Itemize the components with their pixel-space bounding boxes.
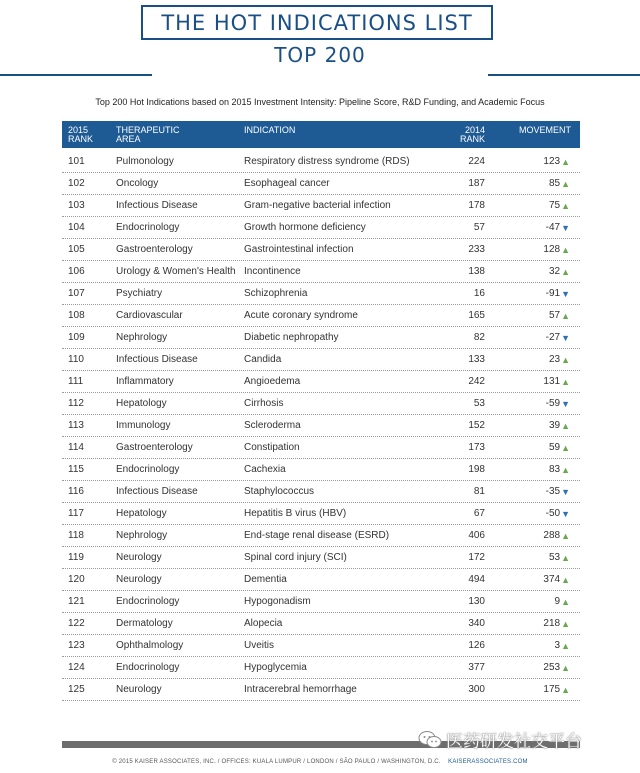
table-row — [62, 569, 580, 591]
movement-cell — [549, 200, 570, 211]
indication-cell: Cachexia — [244, 464, 286, 475]
wechat-icon — [418, 730, 442, 750]
arrow-up-icon: ▲ — [561, 530, 570, 541]
rank-2014-cell: 172 — [468, 552, 485, 563]
movement-value: 39 — [548, 420, 561, 431]
rank-2014-cell: 57 — [473, 222, 485, 233]
rank-2015-cell: 101 — [68, 156, 85, 167]
col-rank-2014: 2014 RANK — [459, 125, 485, 144]
indication-cell: Candida — [244, 354, 282, 365]
table-row — [62, 547, 580, 569]
arrow-down-icon: ▼ — [561, 222, 570, 233]
movement-value: 59 — [548, 442, 561, 453]
movement-cell — [543, 618, 570, 629]
rank-2015-cell: 121 — [68, 596, 85, 607]
rank-2015-cell: 105 — [68, 244, 85, 255]
indication-cell: Diabetic nephropathy — [244, 332, 339, 343]
movement-value: 9 — [554, 596, 561, 607]
arrow-down-icon: ▼ — [561, 288, 570, 299]
rank-2014-cell: 165 — [468, 310, 485, 321]
movement-cell — [549, 464, 570, 475]
arrow-up-icon: ▲ — [561, 310, 570, 321]
indication-cell: Acute coronary syndrome — [244, 310, 358, 321]
table-row — [62, 503, 580, 525]
movement-cell — [546, 222, 570, 233]
table-row — [62, 261, 580, 283]
movement-value: 218 — [543, 618, 561, 629]
rank-2015-cell: 107 — [68, 288, 85, 299]
table-row — [62, 327, 580, 349]
rank-2015-cell: 125 — [68, 684, 85, 695]
col-therapeutic-area: THERAPEUTIC AREA — [116, 125, 180, 144]
table-row — [62, 459, 580, 481]
table-header — [62, 121, 580, 148]
movement-value: 128 — [543, 244, 561, 255]
table-row — [62, 305, 580, 327]
footer-text — [0, 759, 640, 765]
arrow-up-icon: ▲ — [561, 640, 570, 651]
rank-2014-cell: 53 — [473, 398, 485, 409]
footer-link[interactable]: KAISERASSOCIATES.COM — [448, 759, 528, 765]
table-row — [62, 613, 580, 635]
rank-2015-cell: 124 — [68, 662, 85, 673]
movement-cell — [546, 486, 570, 497]
arrow-down-icon: ▼ — [561, 486, 570, 497]
movement-value: -27 — [545, 332, 561, 343]
therapeutic-area-cell: Cardiovascular — [116, 310, 183, 321]
arrow-up-icon: ▲ — [561, 156, 570, 167]
table-row — [62, 195, 580, 217]
arrow-up-icon: ▲ — [561, 662, 570, 673]
table-row — [62, 525, 580, 547]
therapeutic-area-cell: Psychiatry — [116, 288, 163, 299]
table-row — [62, 437, 580, 459]
rank-2015-cell: 106 — [68, 266, 85, 277]
movement-cell — [555, 640, 570, 651]
indication-cell: Respiratory distress syndrome (RDS) — [244, 156, 410, 167]
arrow-down-icon: ▼ — [561, 508, 570, 519]
table-row — [62, 173, 580, 195]
table-row — [62, 349, 580, 371]
movement-value: 175 — [543, 684, 561, 695]
movement-cell — [549, 442, 570, 453]
rank-2014-cell: 67 — [473, 508, 485, 519]
indication-cell: Hepatitis B virus (HBV) — [244, 508, 347, 519]
movement-cell — [543, 156, 570, 167]
table-row — [62, 415, 580, 437]
therapeutic-area-cell: Immunology — [116, 420, 171, 431]
arrow-up-icon: ▲ — [561, 266, 570, 277]
rank-2015-cell: 119 — [68, 552, 84, 563]
table-row — [62, 217, 580, 239]
movement-cell — [549, 420, 570, 431]
rank-2014-cell: 81 — [473, 486, 485, 497]
movement-value: 75 — [548, 200, 561, 211]
indication-cell: Constipation — [244, 442, 300, 453]
therapeutic-area-cell: Infectious Disease — [116, 200, 198, 211]
movement-value: 131 — [543, 376, 561, 387]
movement-value: -50 — [545, 508, 561, 519]
movement-cell — [543, 662, 570, 673]
arrow-up-icon: ▲ — [561, 420, 570, 431]
therapeutic-area-cell: Oncology — [116, 178, 159, 189]
movement-cell — [546, 332, 570, 343]
movement-cell — [543, 530, 570, 541]
movement-value: -35 — [545, 486, 561, 497]
rank-2015-cell: 113 — [68, 420, 84, 431]
therapeutic-area-cell: Dermatology — [116, 618, 173, 629]
table-description: Top 200 Hot Indications based on 2015 Investment Intensity: Pipeline Score, R&D Funding, and Academic Focus — [95, 97, 545, 107]
indication-cell: End-stage renal disease (ESRD) — [244, 530, 390, 541]
rank-2015-cell: 109 — [68, 332, 85, 343]
therapeutic-area-cell: Endocrinology — [116, 662, 180, 673]
movement-cell — [549, 552, 570, 563]
rank-2014-cell: 16 — [473, 288, 485, 299]
rank-2015-cell: 117 — [68, 508, 84, 519]
movement-value: -47 — [545, 222, 561, 233]
movement-cell — [549, 266, 570, 277]
rank-2014-cell: 178 — [468, 200, 485, 211]
therapeutic-area-cell: Pulmonology — [116, 156, 174, 167]
movement-cell — [546, 508, 570, 519]
rank-2014-cell: 173 — [468, 442, 485, 453]
rank-2014-cell: 82 — [473, 332, 485, 343]
movement-cell — [543, 244, 570, 255]
rank-2014-cell: 224 — [468, 156, 485, 167]
rank-2015-cell: 118 — [68, 530, 84, 541]
movement-value: 3 — [554, 640, 561, 651]
movement-cell — [546, 288, 570, 299]
indication-cell: Gram-negative bacterial infection — [244, 200, 391, 211]
arrow-up-icon: ▲ — [561, 618, 570, 629]
movement-value: 83 — [548, 464, 561, 475]
table-row — [62, 657, 580, 679]
rank-2014-cell: 242 — [468, 376, 485, 387]
rank-2015-cell: 116 — [68, 486, 84, 497]
table-row — [62, 481, 580, 503]
rank-2014-cell: 494 — [468, 574, 485, 585]
movement-value: 253 — [543, 662, 561, 673]
therapeutic-area-cell: Nephrology — [116, 332, 168, 343]
rank-2015-cell: 111 — [68, 376, 84, 387]
rank-2015-cell: 108 — [68, 310, 85, 321]
rank-2014-cell: 187 — [468, 178, 485, 189]
rank-2015-cell: 112 — [68, 398, 84, 409]
indication-cell: Scleroderma — [244, 420, 301, 431]
rank-2015-cell: 114 — [68, 442, 84, 453]
indication-cell: Esophageal cancer — [244, 178, 330, 189]
rank-2014-cell: 198 — [468, 464, 485, 475]
rank-2014-cell: 152 — [468, 420, 485, 431]
therapeutic-area-cell: Hepatology — [116, 508, 167, 519]
arrow-up-icon: ▲ — [561, 574, 570, 585]
rank-2015-cell: 120 — [68, 574, 85, 585]
indication-cell: Incontinence — [244, 266, 301, 277]
movement-value: 32 — [548, 266, 561, 277]
movement-value: 288 — [543, 530, 561, 541]
movement-value: 374 — [543, 574, 561, 585]
rank-2014-cell: 133 — [468, 354, 485, 365]
therapeutic-area-cell: Gastroenterology — [116, 244, 193, 255]
movement-cell — [543, 574, 570, 585]
arrow-up-icon: ▲ — [561, 354, 570, 365]
table-row — [62, 591, 580, 613]
therapeutic-area-cell: Endocrinology — [116, 222, 180, 233]
indication-cell: Hypoglycemia — [244, 662, 307, 673]
movement-value: 85 — [548, 178, 561, 189]
watermark — [418, 727, 582, 752]
therapeutic-area-cell: Neurology — [116, 684, 162, 695]
indication-cell: Growth hormone deficiency — [244, 222, 366, 233]
therapeutic-area-cell: Inflammatory — [116, 376, 174, 387]
rank-2015-cell: 123 — [68, 640, 85, 651]
indication-cell: Angioedema — [244, 376, 301, 387]
table-row — [62, 371, 580, 393]
arrow-up-icon: ▲ — [561, 684, 570, 695]
table-body — [62, 151, 580, 701]
indication-cell: Spinal cord injury (SCI) — [244, 552, 347, 563]
table-row — [62, 239, 580, 261]
title-rule-right — [488, 74, 640, 76]
therapeutic-area-cell: Hepatology — [116, 398, 167, 409]
table-row — [62, 635, 580, 657]
therapeutic-area-cell: Ophthalmology — [116, 640, 184, 651]
rank-2014-cell: 406 — [468, 530, 485, 541]
rank-2014-cell: 130 — [468, 596, 485, 607]
indication-cell: Cirrhosis — [244, 398, 284, 409]
therapeutic-area-cell: Infectious Disease — [116, 486, 198, 497]
therapeutic-area-cell: Endocrinology — [116, 596, 180, 607]
arrow-up-icon: ▲ — [561, 442, 570, 453]
title-rule-left — [0, 74, 152, 76]
arrow-up-icon: ▲ — [561, 552, 570, 563]
table-row — [62, 283, 580, 305]
rank-2014-cell: 126 — [468, 640, 485, 651]
therapeutic-area-cell: Gastroenterology — [116, 442, 193, 453]
rank-2015-cell: 104 — [68, 222, 85, 233]
movement-value: 57 — [548, 310, 561, 321]
therapeutic-area-cell: Neurology — [116, 574, 162, 585]
arrow-down-icon: ▼ — [561, 332, 570, 343]
rank-2014-cell: 377 — [468, 662, 485, 673]
rank-2014-cell: 340 — [468, 618, 485, 629]
movement-cell — [549, 354, 570, 365]
indication-cell: Uveitis — [244, 640, 275, 651]
rank-2015-cell: 115 — [68, 464, 84, 475]
arrow-up-icon: ▲ — [561, 464, 570, 475]
col-indication: INDICATION — [244, 125, 296, 135]
col-rank-2015: 2015 RANK — [68, 125, 94, 144]
movement-cell — [543, 376, 570, 387]
table-row — [62, 679, 580, 701]
rank-2015-cell: 110 — [68, 354, 84, 365]
arrow-up-icon: ▲ — [561, 596, 570, 607]
page-subtitle: TOP 200 — [274, 43, 366, 67]
movement-value: 123 — [543, 156, 561, 167]
therapeutic-area-cell: Neurology — [116, 552, 162, 563]
movement-cell — [543, 684, 570, 695]
movement-cell — [549, 310, 570, 321]
page-title: THE HOT INDICATIONS LIST — [141, 5, 493, 40]
movement-value: 23 — [548, 354, 561, 365]
indication-cell: Dementia — [244, 574, 287, 585]
therapeutic-area-cell: Endocrinology — [116, 464, 180, 475]
rank-2015-cell: 103 — [68, 200, 85, 211]
table-row — [62, 151, 580, 173]
rank-2014-cell: 233 — [468, 244, 485, 255]
indication-cell: Alopecia — [244, 618, 283, 629]
rank-2015-cell: 102 — [68, 178, 85, 189]
movement-cell — [549, 178, 570, 189]
therapeutic-area-cell: Nephrology — [116, 530, 168, 541]
rank-2015-cell: 122 — [68, 618, 85, 629]
rank-2014-cell: 300 — [468, 684, 485, 695]
arrow-up-icon: ▲ — [561, 200, 570, 211]
rank-2014-cell: 138 — [468, 266, 485, 277]
arrow-up-icon: ▲ — [561, 376, 570, 387]
movement-value: 53 — [548, 552, 561, 563]
indication-cell: Intracerebral hemorrhage — [244, 684, 357, 695]
therapeutic-area-cell: Infectious Disease — [116, 354, 198, 365]
indication-cell: Gastrointestinal infection — [244, 244, 354, 255]
arrow-up-icon: ▲ — [561, 178, 570, 189]
col-movement: MOVEMENT — [518, 125, 571, 135]
movement-cell — [555, 596, 570, 607]
table-row — [62, 393, 580, 415]
footer-copyright: © 2015 KAISER ASSOCIATES, INC. / OFFICES: KUALA LUMPUR / LONDON / SÃO PAULO / WASHINGTON, D.C. — [112, 759, 441, 765]
indication-cell: Hypogonadism — [244, 596, 311, 607]
movement-value: -91 — [545, 288, 561, 299]
arrow-up-icon: ▲ — [561, 244, 570, 255]
watermark-text: 医药研发社交平台 — [446, 732, 582, 752]
arrow-down-icon: ▼ — [561, 398, 570, 409]
movement-value: -59 — [545, 398, 561, 409]
indication-cell: Staphylococcus — [244, 486, 315, 497]
therapeutic-area-cell: Urology & Women's Health — [116, 266, 236, 277]
indication-cell: Schizophrenia — [244, 288, 308, 299]
movement-cell — [546, 398, 570, 409]
